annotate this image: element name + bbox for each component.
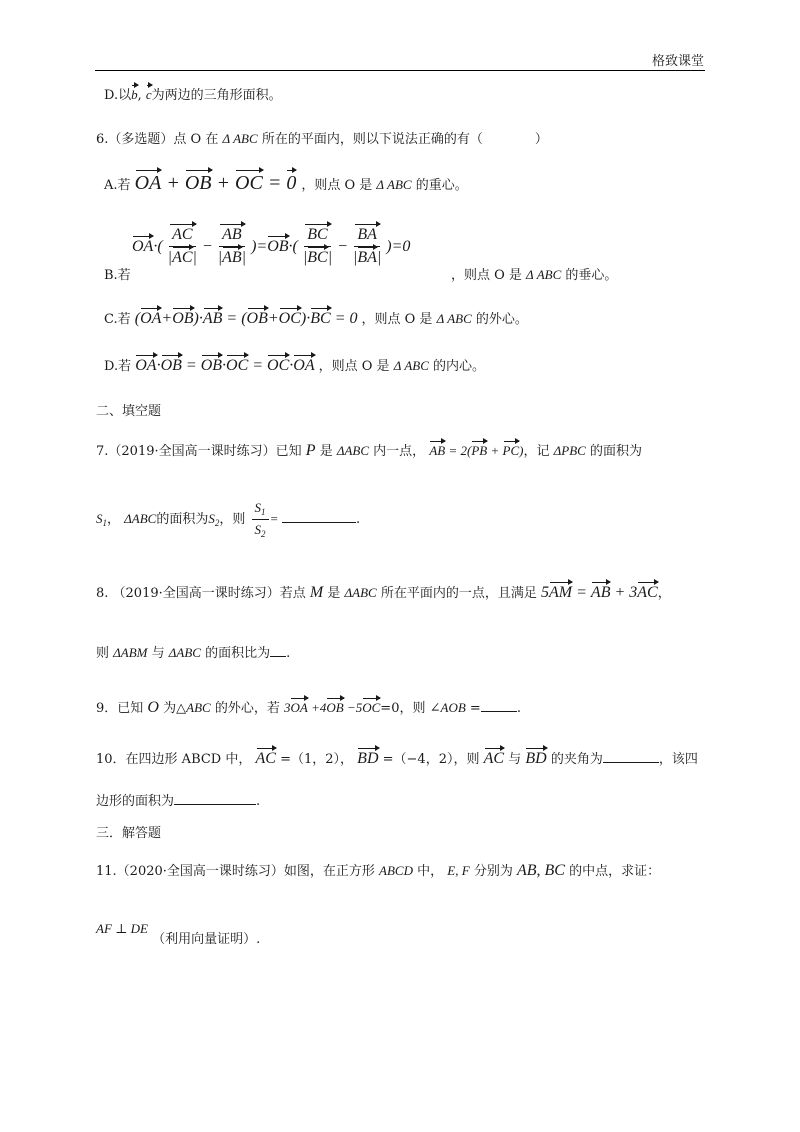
q6c-triangle: Δ ABC xyxy=(436,311,472,326)
q9-answer-blank xyxy=(481,711,517,712)
q7-e: 的面积为 xyxy=(589,444,642,459)
vector-b: b xyxy=(131,87,138,102)
q6a-tail-b: 的重心。 xyxy=(415,178,468,193)
q7-answer-blank xyxy=(282,522,356,523)
q7-s1: S xyxy=(96,511,103,526)
q7-i: . xyxy=(356,512,361,527)
q10-answer-blank-1 xyxy=(603,762,659,763)
q8-equation: 5AM = AB + 3AC xyxy=(541,584,658,601)
q7-line2: $S_1$， ΔABC的面积为$S_2$，则 $\frac{S_1}{S_2}$ = . xyxy=(96,500,361,539)
q7-triangle-abc: ΔABC xyxy=(124,511,157,526)
q10-vector-ac: AC xyxy=(255,750,276,767)
q10-a: 10．在四边形 ABCD 中， xyxy=(96,752,252,767)
q10-bd-value: =（−4，2），则 xyxy=(382,752,480,767)
q9-b: 为△ xyxy=(163,701,187,716)
q8-b: 是 xyxy=(327,586,341,601)
q9-line xyxy=(96,697,521,717)
q7-triangle: ΔABC xyxy=(336,443,370,458)
q6a-label: A.若 xyxy=(104,178,131,193)
q10-d: ，该四 xyxy=(658,752,698,767)
q7-h: ，则 xyxy=(219,512,246,527)
header-brand: 格致课堂 xyxy=(651,54,704,69)
q9-e: = xyxy=(469,701,481,716)
q6c-equation: (OA+OB)·AB = (OB+OC)·BC = 0 xyxy=(134,310,358,327)
q11-c: 分别为 xyxy=(473,864,513,879)
q7-equation: AB = 2(PB + PC) xyxy=(429,443,524,458)
q11-points-ef: E, F xyxy=(447,863,470,878)
q6-stem xyxy=(96,128,548,147)
q8-c: 所在平面内的一点，且满足 xyxy=(380,586,537,601)
q6-triangle: Δ ABC xyxy=(222,131,258,146)
q8-line1 xyxy=(96,582,671,602)
q11-b: 中， xyxy=(417,864,444,879)
q7-point-p: P xyxy=(305,442,316,459)
q6-option-c xyxy=(104,308,528,328)
vector-c: c xyxy=(145,87,152,102)
q8-line2 xyxy=(96,642,290,661)
section-fill-in: 二、填空题 xyxy=(96,404,162,419)
q10-line1 xyxy=(96,748,698,768)
q10-ac-value: =（1，2）， xyxy=(280,752,354,767)
q8-point-m: M xyxy=(309,584,324,601)
q8-a: 8. （2019·全国高一课时练习）若点 xyxy=(96,586,306,601)
q6a-equation: OA + OB + OC = 0 xyxy=(134,172,297,194)
q11-line2 xyxy=(96,918,261,947)
q7-c: 内一点， xyxy=(373,444,426,459)
section-solve: 三．解答题 xyxy=(96,826,162,841)
q6d-equation: OA·OB = OB·OC = OC·OA xyxy=(135,357,315,374)
q6b-tail-a: ，则点 O 是 xyxy=(450,268,522,283)
q6-stem-a: 6.（多选题）点 O 在 xyxy=(96,132,219,147)
q6-stem-c: ） xyxy=(534,132,548,147)
q8-f: 与 xyxy=(151,646,165,661)
q10-vector-bd-2: BD xyxy=(525,750,547,767)
q6-option-b xyxy=(104,264,617,283)
q10-e: 边形的面积为 xyxy=(96,794,175,809)
q9-point-o: O xyxy=(147,699,159,716)
q5-option-d: D.以b, c为两边的三角形面积。 xyxy=(104,87,282,103)
q6b-equation: OA ·( $\frac{AC}{|AC|}$ − $\frac{AB}{|AB|}$ )= OB ·( $\frac{BC}{|BC|}$ − $\frac{BA}{|BA|}$ )=0 xyxy=(132,226,411,266)
q8-triangle-abc: ΔABC xyxy=(168,645,201,660)
q11-line1 xyxy=(96,860,660,880)
q6d-tail-b: 的内心。 xyxy=(433,359,486,374)
q11-square: ABCD xyxy=(379,863,413,878)
q7-line1 xyxy=(96,440,642,460)
q6a-tail-a: ，则点 O 是 xyxy=(301,178,373,193)
q10-answer-blank-2 xyxy=(174,804,256,805)
q6c-tail-a: ，则点 O 是 xyxy=(361,312,433,327)
q8-h: . xyxy=(286,646,291,661)
q9-f: . xyxy=(516,701,521,716)
q8-triangle: ΔABC xyxy=(344,585,377,600)
q9-c: 的外心，若 xyxy=(214,701,280,716)
q9-abc: ABC xyxy=(186,700,211,715)
q10-b: 与 xyxy=(508,752,522,767)
q6-stem-b: 所在的平面内，则以下说法正确的有（ xyxy=(261,132,483,147)
q9-d: =0，则 xyxy=(380,701,426,716)
q6d-triangle: Δ ABC xyxy=(393,358,429,373)
q6b-label: B.若 xyxy=(104,268,131,283)
q7-b: 是 xyxy=(319,444,333,459)
q6a-triangle: Δ ABC xyxy=(376,177,412,192)
q6b-triangle: Δ ABC xyxy=(526,267,562,282)
q11-e: （利用向量证明）. xyxy=(152,932,261,947)
header-divider xyxy=(95,70,705,71)
q6d-label: D.若 xyxy=(104,359,132,374)
q10-vector-bd: BD xyxy=(357,750,379,767)
q7-g: 的面积为 xyxy=(156,512,209,527)
q6d-tail-a: ，则点 O 是 xyxy=(318,359,390,374)
q9-angle: ∠AOB xyxy=(429,700,466,715)
q11-sides: AB, BC xyxy=(516,862,565,879)
q5d-prefix: D.以 xyxy=(104,88,132,103)
q10-line2 xyxy=(96,790,260,809)
q6c-tail-b: 的外心。 xyxy=(475,312,528,327)
q6-option-d xyxy=(104,355,485,375)
q7-f: ， xyxy=(107,512,121,527)
q8-triangle-abm: ΔABM xyxy=(113,645,148,660)
q6b-tail-b: 的垂心。 xyxy=(565,268,618,283)
q7-a: 7.（2019·全国高一课时练习）已知 xyxy=(96,444,302,459)
q7-triangle-pbc: ΔPBC xyxy=(553,443,586,458)
q8-g: 的面积比为 xyxy=(205,646,271,661)
q10-f: . xyxy=(256,794,261,809)
q10-c: 的夹角为 xyxy=(550,752,603,767)
q9-equation: 3OA +4OB −5OC xyxy=(283,700,381,715)
q6c-label: C.若 xyxy=(104,312,131,327)
q8-d: ， xyxy=(657,586,671,601)
q7-d: ，记 xyxy=(523,444,550,459)
q11-statement: AF ⊥ DE xyxy=(96,921,148,936)
q6-option-a xyxy=(104,172,468,195)
q9-a: 9．已知 xyxy=(96,701,144,716)
q8-e: 则 xyxy=(96,646,110,661)
q11-a: 11.（2020·全国高一课时练习）如图，在正方形 xyxy=(96,864,375,879)
q11-d: 的中点，求证： xyxy=(569,864,661,879)
q10-vector-ac-2: AC xyxy=(483,750,505,767)
q7-ratio: $\frac{S_1}{S_2}$ xyxy=(252,500,269,539)
q5d-suffix: 为两边的三角形面积。 xyxy=(151,88,282,103)
q8-answer-blank xyxy=(270,656,286,657)
